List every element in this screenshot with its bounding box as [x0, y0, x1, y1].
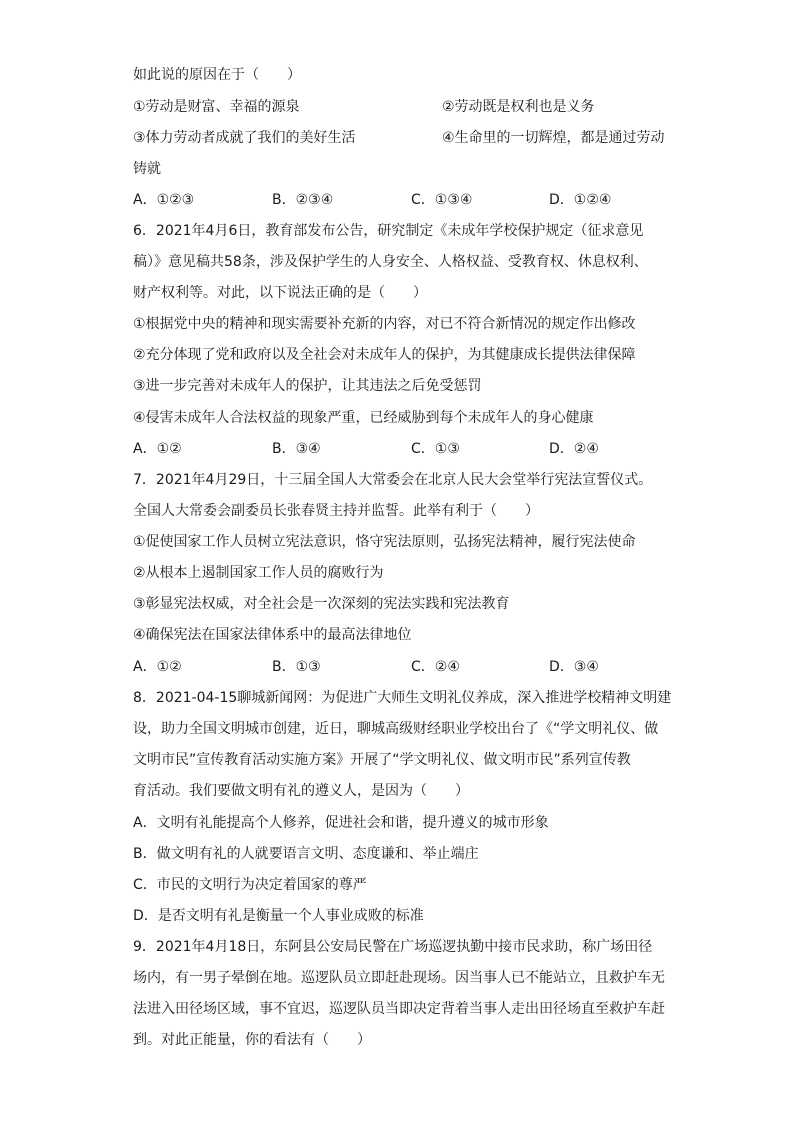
q7-statement-3: ③彰显宪法权威，对全社会是一次深刻的宪法实践和宪法教育 — [133, 596, 510, 612]
q8-option-d: D．是否文明有礼是衡量一个人事业成败的标准 — [133, 908, 424, 924]
q6-statement-2: ②充分体现了党和政府以及全社会对未成年人的保护，为其健康成长提供法律保障 — [133, 347, 636, 363]
q6-stem-line-1: 6．2021年4月6日，教育部发布公告，研究制定《未成年学校保护规定（征求意见 — [133, 223, 644, 239]
q6-stem-line-3: 财产权利等。对此，以下说法正确的是（ ） — [133, 285, 427, 301]
q6-statement-3: ③进一步完善对未成年人的保护，让其违法之后免受惩罚 — [133, 378, 482, 394]
q5-choice-c: C．①③④ — [411, 192, 473, 208]
q6-statement-4: ④侵害未成年人合法权益的现象严重，已经威胁到每个未成年人的身心健康 — [133, 410, 594, 426]
q7-statement-1: ①促使国家工作人员树立宪法意识，恪守宪法原则，弘扬宪法精神，履行宪法使命 — [133, 534, 636, 550]
q8-option-b: B．做文明有礼的人就要语言文明、态度谦和、举止端庄 — [133, 846, 479, 862]
q8-stem-line-1: 8．2021-04-15聊城新闻网：为促进广大师生文明礼仪养成，深入推进学校精神文明建 — [133, 690, 672, 706]
q8-option-c: C．市民的文明行为决定着国家的尊严 — [133, 877, 367, 893]
q9-stem-line-2: 场内，有一男子晕倒在地。巡逻队员立即赶赴现场。因当事人已不能站立，且救护车无 — [133, 970, 665, 986]
q7-choice-c: C．②④ — [411, 659, 460, 675]
q5-statement-4-cont: 铸就 — [133, 161, 161, 177]
q7-stem-line-1: 7．2021年4月29日，十三届全国人大常委会在北京人民大会堂举行宪法宣誓仪式。 — [133, 472, 653, 488]
q8-stem-line-2: 设，助力全国文明城市创建，近日，聊城高级财经职业学校出台了《“学文明礼仪、做 — [133, 721, 659, 737]
q7-choice-b: B．①③ — [272, 659, 321, 675]
q5-choice-a: A．①②③ — [133, 192, 195, 208]
q6-choice-a: A．①② — [133, 441, 182, 457]
q5-statement-3: ③体力劳动者成就了我们的美好生活 — [133, 130, 356, 146]
q7-choice-a: A．①② — [133, 659, 182, 675]
q8-stem-line-4: 育活动。我们要做文明有礼的遵义人，是因为（ ） — [133, 783, 469, 799]
q9-stem-line-3: 法进入田径场区域，事不宜迟，巡逻队员当即决定背着当事人走出田径场直至救护车赶 — [133, 1001, 665, 1017]
q7-choice-d: D．③④ — [549, 659, 599, 675]
q5-statement-1: ①劳动是财富、幸福的源泉 — [133, 99, 300, 115]
q8-stem-line-3: 文明市民”宣传教育活动实施方案》开展了“学文明礼仪、做文明市民”系列宣传教 — [133, 752, 631, 768]
q6-statement-1: ①根据党中央的精神和现实需要补充新的内容，对已不符合新情况的规定作出修改 — [133, 316, 636, 332]
q6-stem-line-2: 稿）》意见稿共58条，涉及保护学生的人身安全、人格权益、受教育权、休息权利、 — [133, 254, 648, 270]
q5-stem-tail: 如此说的原因在于（ ） — [133, 67, 301, 83]
q6-choice-c: C．①③ — [411, 441, 460, 457]
q7-statement-2: ②从根本上遏制国家工作人员的腐败行为 — [133, 565, 384, 581]
q5-statement-4: ④生命里的一切辉煌，都是通过劳动 — [442, 130, 665, 146]
q7-statement-4: ④确保宪法在国家法律体系中的最高法律地位 — [133, 627, 412, 643]
q6-choice-d: D．②④ — [549, 441, 599, 457]
q7-stem-line-2: 全国人大常委会副委员长张春贤主持并监誓。此举有利于（ ） — [133, 503, 539, 519]
q5-statement-2: ②劳动既是权利也是义务 — [442, 99, 595, 115]
q9-stem-line-1: 9．2021年4月18日，东阿县公安局民警在广场巡逻执勤中接市民求助，称广场田径 — [133, 939, 653, 955]
q5-choice-b: B．②③④ — [272, 192, 334, 208]
q9-stem-line-4: 到。对此正能量，你的看法有（ ） — [133, 1032, 371, 1048]
q6-choice-b: B．③④ — [272, 441, 321, 457]
q8-option-a: A．文明有礼能提高个人修养，促进社会和谐，提升遵义的城市形象 — [133, 815, 549, 831]
q5-choice-d: D．①②④ — [549, 192, 612, 208]
